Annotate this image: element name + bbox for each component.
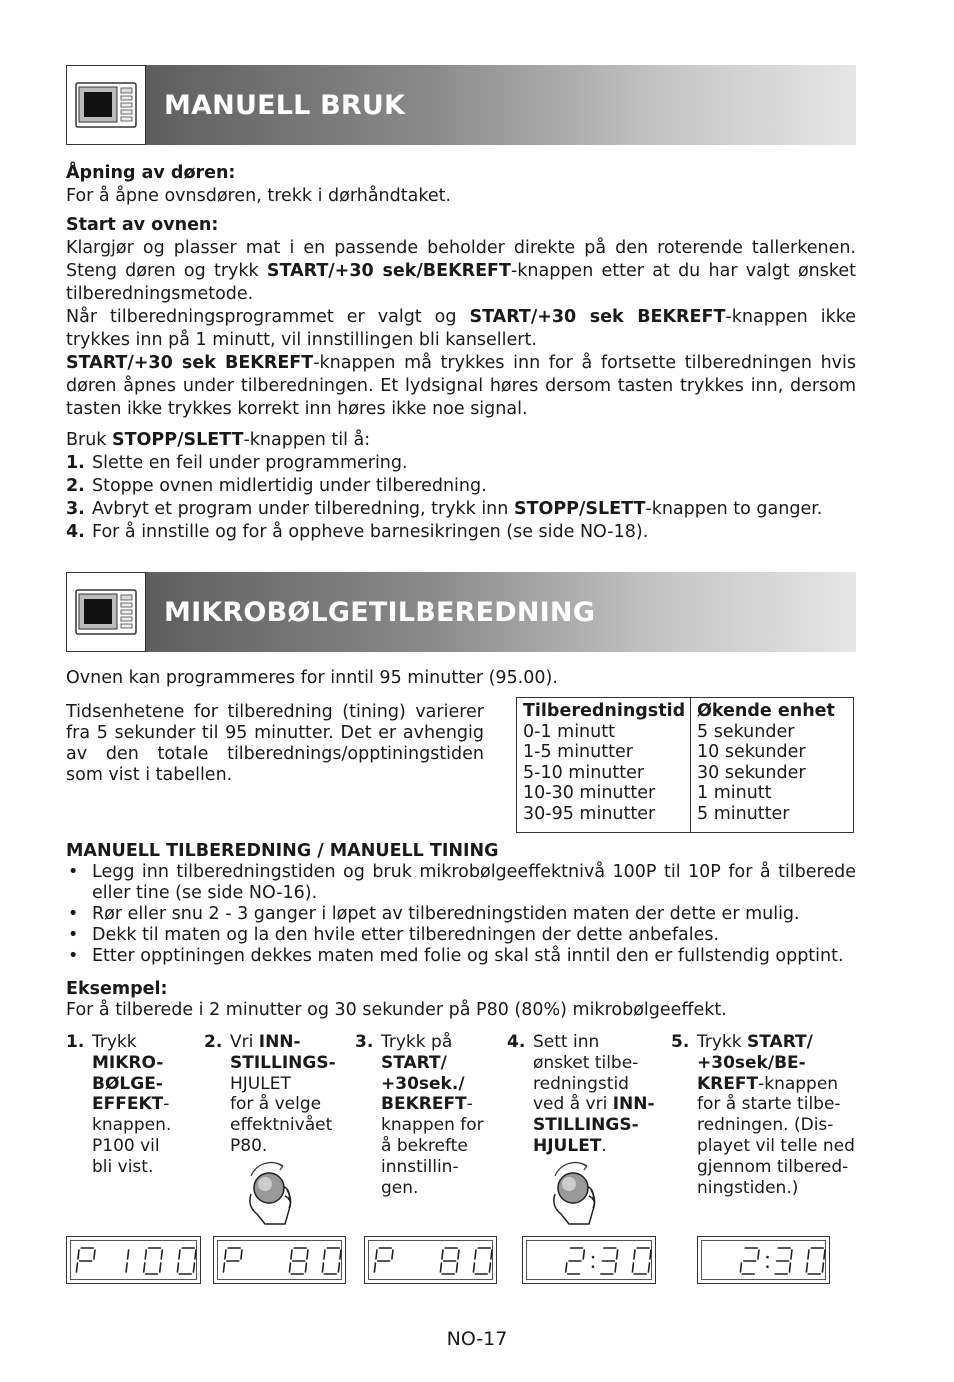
list-item: 1. Slette en feil under programmering. [66, 453, 408, 473]
start-heading: Start av ovnen: [66, 215, 219, 235]
lcd-digit [440, 1248, 459, 1274]
section-banner-mikrobolge [66, 572, 856, 652]
step-5: 5. Trykk START/ +30sek/BE- KREFT-knappen for å starte tilbe- redningen. (Dis- playet vil telle ned gjennom tilbered- ningstiden.) [671, 1032, 855, 1198]
lcd-digit [601, 1248, 618, 1274]
example-text: For å tilberede i 2 minutter og 30 sekunder på P80 (80%) mikrobølgeeffekt. [66, 1000, 727, 1020]
lcd-display-3 [364, 1236, 497, 1284]
list-item: 4. For å innstille og for å oppheve barnesikringen (se side NO-18). [66, 522, 649, 542]
manual-section [66, 841, 856, 967]
units-text: Tidsenhetene for tilberedning (tining) varierer fra 5 sekunder til 95 minutter. Det er avhengig av den totale tilberednings/opptiningstiden som vist i tabellen. [66, 702, 484, 785]
lcd-digit [289, 1248, 308, 1274]
lcd-digit [740, 1248, 759, 1274]
lcd-display-4 [522, 1236, 656, 1284]
step-1: 1. Trykk MIKRO- BØLGE- EFFEKT- knappen. P100 vil bli vist. [66, 1032, 172, 1177]
table-cell: 1 minutt [697, 783, 772, 804]
table-cell: 5 minutter [697, 803, 790, 824]
lcd-digit [223, 1248, 242, 1272]
table-cell: 10 sekunder [697, 742, 806, 763]
intro-text: Ovnen kan programmeres for inntil 95 minutter (95.00). [66, 668, 558, 688]
table-header: Økende enhet [697, 701, 835, 721]
step-4: 4. Sett inn ønsket tilbe- redningstid ved å vri INN- STILLINGS- HJULET. [507, 1032, 655, 1156]
table-cell: 5 sekunder [697, 721, 795, 742]
lcd-digit [76, 1248, 95, 1272]
lcd-digit [144, 1248, 163, 1274]
door-heading: Åpning av døren: [66, 163, 236, 183]
stop-intro: Bruk STOPP/SLETT-knappen til å: [66, 430, 371, 450]
lcd-digit [126, 1250, 129, 1272]
example-section [66, 979, 856, 1021]
example-heading: Eksempel: [66, 979, 168, 999]
list-item: • Etter opptiningen dekkes maten med folie og skal stå inntil den er fullstendig opptint. [68, 946, 844, 966]
section-title: MIKROBØLGETILBEREDNING [164, 596, 596, 628]
time-unit-table [516, 697, 854, 833]
door-section [66, 162, 856, 208]
stop-section [66, 429, 856, 544]
list-item: • Dekk til maten og la den hvile etter tilberedningen der dette anbefales. [68, 925, 720, 945]
table-header: Tilberedningstid [523, 701, 686, 721]
section-title: MANUELL BRUK [164, 89, 406, 121]
lcd-digit [806, 1248, 825, 1274]
lcd-colon [766, 1256, 769, 1259]
list-item: • Legg inn tilberedningstiden og bruk mikrobølgeeffektnivå 100P til 10P for å tilberede eller tine (se side NO-16). [68, 862, 856, 903]
lcd-colon [592, 1265, 595, 1268]
table-cell: 30-95 minutter [523, 803, 656, 824]
manual-heading: MANUELL TILBEREDNING / MANUELL TINING [66, 841, 499, 861]
list-item: • Rør eller snu 2 - 3 ganger i løpet av tilberedningstiden maten der dette er mulig. [68, 904, 800, 924]
table-cell: 1-5 minutter [523, 742, 633, 763]
step-2: 2. Vri INN- STILLINGS- HJULET for å velge effektnivået P80. [204, 1032, 336, 1156]
lcd-digit [775, 1248, 792, 1274]
table-cell: 0-1 minutt [523, 721, 615, 742]
rotate-knob-hand-icon [239, 1160, 303, 1235]
rotate-knob-hand-icon [543, 1160, 607, 1235]
lcd-display-2 [213, 1236, 346, 1284]
page-number: NO-17 [446, 1328, 508, 1350]
start-paragraph-1: Klargjør og plasser mat i en passende beholder direkte på den roterende tallerkenen. Steng døren og trykk START/+30 sek/BEKREFT-knappen etter at du har valgt ønsket tilberedningsmetode. [66, 238, 856, 304]
microwave-icon [66, 65, 146, 145]
start-paragraph-3: START/+30 sek BEKREFT-knappen må trykkes inn for å fortsette tilberedningen hvis døren åpnes under tilberedningen. Et lydsignal høres dersom tasten trykkes inn, dersom tasten ikke trykkes korrekt inn høres ikke noe signal. [66, 353, 856, 419]
lcd-colon [592, 1256, 595, 1259]
lcd-colon [766, 1265, 769, 1268]
table-cell: 30 sekunder [697, 762, 806, 783]
lcd-digit [566, 1248, 585, 1274]
start-section [66, 214, 856, 421]
lcd-digit [473, 1248, 492, 1274]
list-item: 3. Avbryt et program under tilberedning, trykk inn STOPP/SLETT-knappen to ganger. [66, 499, 823, 519]
lcd-display-5 [697, 1236, 830, 1284]
lcd-display-1 [66, 1236, 201, 1284]
step-3: 3. Trykk på START/ +30sek./ BEKREFT- knappen for å bekrefte innstillin- gen. [355, 1032, 484, 1198]
door-text: For å åpne ovnsdøren, trekk i dørhåndtaket. [66, 186, 452, 206]
lcd-digit [632, 1248, 651, 1274]
lcd-digit [374, 1248, 393, 1272]
table-cell: 10-30 minutter [523, 783, 656, 804]
microwave-icon [66, 572, 146, 652]
lcd-digit [322, 1248, 341, 1274]
lcd-digit [177, 1248, 196, 1274]
table-cell: 5-10 minutter [523, 762, 645, 783]
start-paragraph-2: Når tilberedningsprogrammet er valgt og START/+30 sek BEKREFT-knappen ikke trykkes inn på 1 minutt, vil innstillingen bli kansellert. [66, 307, 856, 350]
section-banner-manuell-bruk [66, 65, 856, 145]
list-item: 2. Stoppe ovnen midlertidig under tilberedning. [66, 476, 487, 496]
